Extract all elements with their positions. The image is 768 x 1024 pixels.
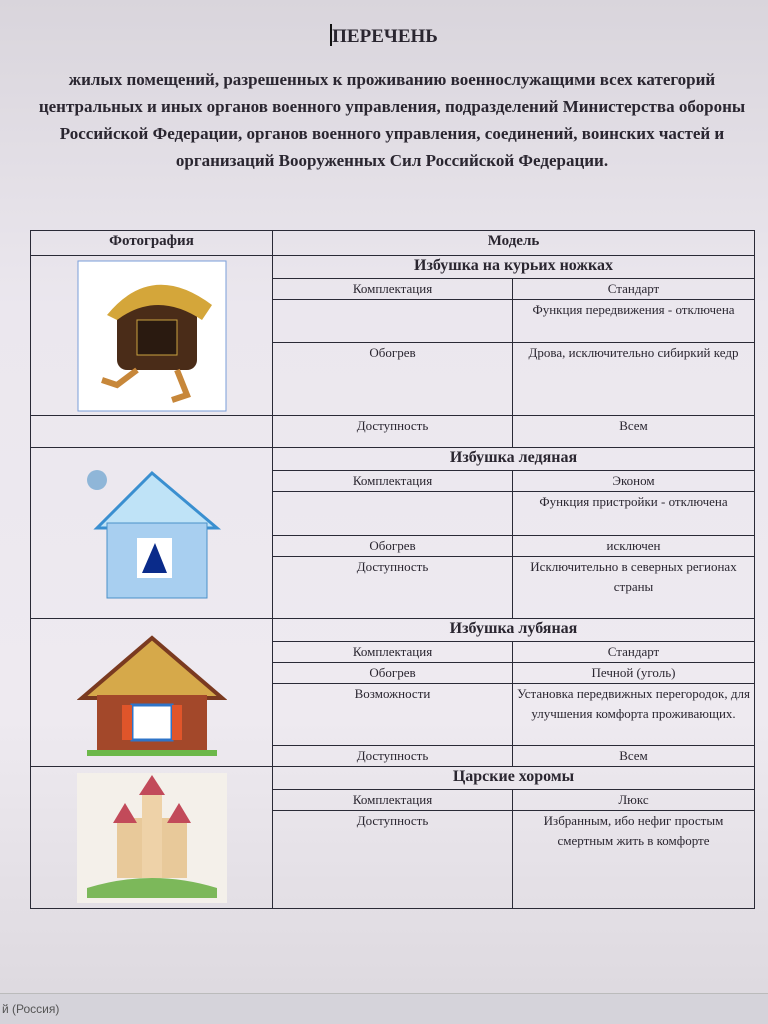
table-header-row bbox=[31, 231, 755, 256]
row-label: Обогрев bbox=[273, 536, 513, 557]
document-subtitle: жилых помещений, разрешенных к проживанию военнослужащими всех категорий центральных и иных органов военного управления, подразделений Министерства обороны Российской Федерации, органов военного управления, соединений, воинских частей и организаций Вооруженных Сил Российской Федерации. bbox=[38, 70, 746, 170]
bast-hut-image bbox=[77, 623, 227, 763]
row-label bbox=[273, 492, 513, 536]
empty-cell bbox=[31, 416, 273, 448]
row-label: Обогрев bbox=[273, 663, 513, 684]
ice-hut-image bbox=[77, 458, 227, 608]
header-photo: Фотография bbox=[31, 231, 273, 256]
row-value: Всем bbox=[513, 416, 755, 448]
royal-palace-image bbox=[77, 773, 227, 903]
section-title: Избушка лубяная bbox=[273, 619, 755, 642]
row-value: Стандарт bbox=[513, 642, 755, 663]
row-label: Доступность bbox=[273, 811, 513, 909]
photo-bast-hut bbox=[31, 619, 273, 767]
row-value: Печной (уголь) bbox=[513, 663, 755, 684]
row-value: Функция пристройки - отключена bbox=[513, 492, 755, 536]
row-value: Стандарт bbox=[513, 279, 755, 300]
row-label: Комплектация bbox=[273, 642, 513, 663]
row-value: Избранным, ибо нефиг простым смертным жить в комфорте bbox=[513, 811, 755, 909]
row-label: Комплектация bbox=[273, 471, 513, 492]
hut-chicken-legs-image bbox=[77, 260, 227, 412]
row-label bbox=[273, 300, 513, 343]
photo-hut-chicken-legs bbox=[31, 256, 273, 416]
row-value: Эконом bbox=[513, 471, 755, 492]
photo-ice-hut bbox=[31, 448, 273, 619]
row-value: Люкс bbox=[513, 790, 755, 811]
row-value: Установка передвижных перегородок, для улучшения комфорта проживающих. bbox=[513, 684, 755, 746]
photo-royal-palace bbox=[31, 767, 273, 909]
title-text: ПЕРЕЧЕНЬ bbox=[332, 26, 438, 47]
row-value: исключен bbox=[513, 536, 755, 557]
row-label: Комплектация bbox=[273, 790, 513, 811]
row-label: Возможности bbox=[273, 684, 513, 746]
row-value: Функция передвижения - отключена bbox=[513, 300, 755, 343]
row-value: Дрова, исключительно сибиркий кедр bbox=[513, 343, 755, 416]
status-bar-language[interactable]: й (Россия) bbox=[0, 993, 768, 1024]
row-label: Комплектация bbox=[273, 279, 513, 300]
row-value: Всем bbox=[513, 746, 755, 767]
row-label: Обогрев bbox=[273, 343, 513, 416]
row-value: Исключительно в северных регионах страны bbox=[513, 557, 755, 619]
row-label: Доступность bbox=[273, 416, 513, 448]
housing-table bbox=[30, 230, 755, 909]
section-title: Царские хоромы bbox=[273, 767, 755, 790]
row-label: Доступность bbox=[273, 746, 513, 767]
header-model: Модель bbox=[273, 231, 755, 256]
section-title: Избушка ледяная bbox=[273, 448, 755, 471]
document-title bbox=[0, 24, 768, 48]
section-title: Избушка на курьих ножках bbox=[273, 256, 755, 279]
row-label: Доступность bbox=[273, 557, 513, 619]
